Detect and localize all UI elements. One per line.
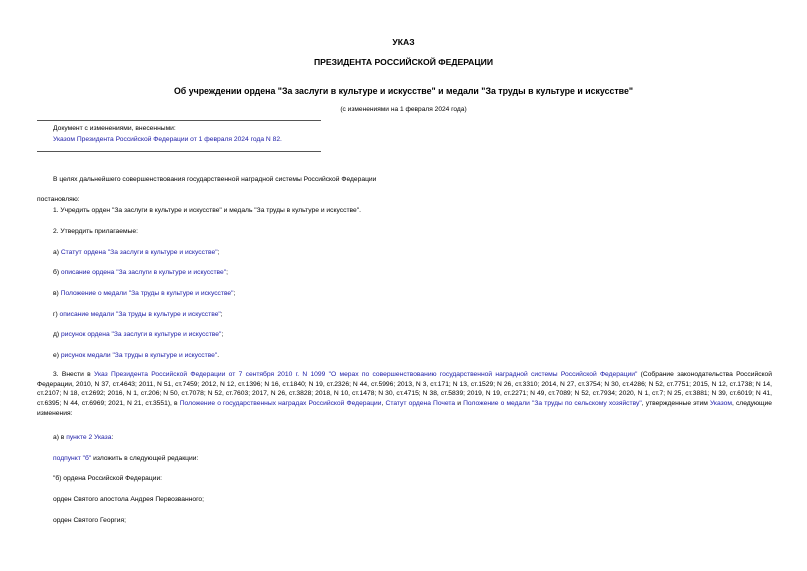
list-item-suffix: ; xyxy=(226,269,228,276)
decree-name: Об учреждении ордена "За заслуги в культуре и искусстве" и медали "За труды в культуре и искусстве" xyxy=(173,86,634,96)
item-3-text: , следующие изменения: xyxy=(37,400,772,417)
list-item-link[interactable]: рисунок медали "За труды в культуре и искусстве" xyxy=(60,352,218,359)
list-item-prefix: е) xyxy=(53,352,61,359)
item-3-text: (Собрание законодательства Российской Федерации, 2010, N 37, ст.4643; 2011, N 51, ст.7459; 2012, N 12, ст.1396; N 16, ст.1840; N 19, ст.2326; N 44, ст.5996; 2013, N 3, ст.171; N 13, ст.1529; N 26, ст.3310; 2014, N 27, ст.3754; N 30, ст.4286; N 52, ст.7751; 2015, N 12, ст.1738; N 14, ст.2107; N 18, ст.2692; 2016, N 1, ст.206; N 50, ст.7078; N 52, ст.7603; 2017, N 26, ст.3828; 2018, N 10, ст.1478; N 30, ст.4715; N 38, ст.5839; 2019, N 19, ст.2271; N 49, ст.7089; N 52, ст.7934; 2020, N 1, ст.7; N 25, ст.3881; N 39, ст.6019; N 41, ст.6395; N 44, ст.6969; 2021, N 21, ст.3551), в xyxy=(37,371,772,408)
list-item-prefix: д) xyxy=(53,331,61,338)
item-1: 1. Учредить орден "За заслуги в культуре и искусстве" и медаль "За труды в культуре и искусстве". xyxy=(53,207,361,214)
list-item xyxy=(53,268,228,278)
list-item-link[interactable]: рисунок ордена "За заслуги в культуре и искусстве" xyxy=(61,331,222,338)
list-item-suffix: ; xyxy=(233,290,236,297)
document-title: УКАЗ xyxy=(392,37,415,47)
divider-bottom xyxy=(37,151,321,152)
item-3-text: и xyxy=(455,400,464,408)
list-item xyxy=(53,351,219,361)
list-item-suffix: ; xyxy=(217,249,220,256)
item-3-text: , xyxy=(381,400,386,408)
sub-item-a-suffix: : xyxy=(111,434,114,441)
list-item xyxy=(53,289,235,299)
list-item xyxy=(53,248,219,258)
list-item xyxy=(53,310,223,320)
list-item-link[interactable]: Статут ордена "За заслуги в культуре и искусстве" xyxy=(60,249,218,256)
list-item-link[interactable]: описание медали "За труды в культуре и искусстве" xyxy=(59,311,221,318)
preamble-text: В целях дальнейшего совершенствования государственной наградной системы Российской Федерации xyxy=(53,176,377,183)
list-item-prefix: а) xyxy=(53,249,61,256)
list-item-prefix: г) xyxy=(53,311,60,318)
item-2: 2. Утвердить прилагаемые: xyxy=(53,228,138,235)
list-item-prefix: в) xyxy=(53,290,61,297)
podpunkt-text: изложить в следующей редакции: xyxy=(91,455,199,462)
item-3-link-statute[interactable]: Статут ордена Почета xyxy=(385,400,456,408)
quote-line-2: орден Святого апостола Андрея Первозванного; xyxy=(53,496,204,503)
item-3-link-decree[interactable]: Указ Президента Российской Федерации от 7 сентября 2010 г. N 1099 "О мерах по совершенствованию государственной наградной системы Российской Федерации" xyxy=(94,371,638,378)
item-3-link-awards[interactable]: Положение о государственных наградах Российской Федерации xyxy=(179,400,382,408)
amendments-link[interactable]: Указом Президента Российской Федерации от 1 февраля 2024 года N 82. xyxy=(53,136,282,143)
revision-note: (с изменениями на 1 февраля 2024 года) xyxy=(340,106,467,113)
list-item-link[interactable]: описание ордена "За заслуги в культуре и искусстве" xyxy=(60,269,227,276)
item-3 xyxy=(37,370,772,419)
quote-line-3: орден Святого Георгия; xyxy=(53,517,126,524)
divider-top xyxy=(37,120,321,121)
list-item-suffix: . xyxy=(217,352,220,359)
item-3-link-ukaz[interactable]: Указом xyxy=(709,400,732,408)
item-3-text: 3. Внести в xyxy=(53,371,95,378)
list-item-link[interactable]: Положение о медали "За труды в культуре и искусстве" xyxy=(60,290,234,297)
podpunkt-link[interactable]: подпункт "б" xyxy=(53,455,92,462)
list-item-suffix: ; xyxy=(220,311,223,318)
podpunkt-line xyxy=(53,454,198,464)
list-item-suffix: ; xyxy=(221,331,224,338)
item-3-text: , утвержденные этим xyxy=(641,400,710,408)
amendments-label: Документ с изменениями, внесенными: xyxy=(53,125,176,132)
sub-item-a-link[interactable]: пункте 2 Указа xyxy=(66,434,112,441)
item-3-link-medal[interactable]: Положение о медали "За труды по сельскому хозяйству" xyxy=(463,400,642,408)
document-subtitle: ПРЕЗИДЕНТА РОССИЙСКОЙ ФЕДЕРАЦИИ xyxy=(313,57,494,67)
sub-item-a-prefix: а) в xyxy=(53,434,67,441)
sub-item-a xyxy=(53,433,113,443)
list-item xyxy=(53,330,223,340)
decree-word: постановляю: xyxy=(37,196,80,203)
list-item-prefix: б) xyxy=(53,269,61,276)
quote-line-1: "б) ордена Российской Федерации: xyxy=(53,475,163,482)
